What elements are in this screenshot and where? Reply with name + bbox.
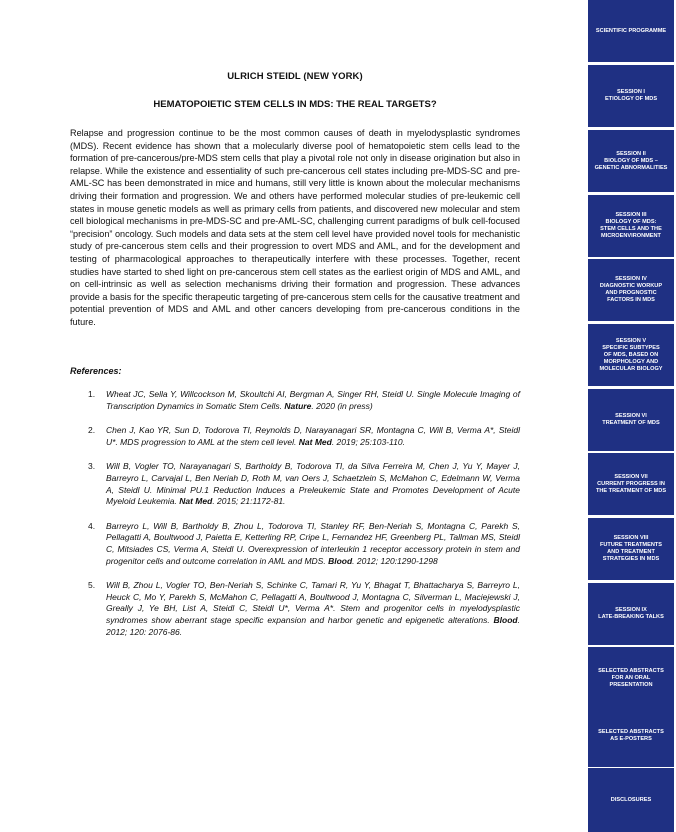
sidebar-item-label: DISCLOSURES [610,796,652,803]
reference-number: 3. [88,461,96,472]
references-heading: References: [70,366,122,376]
reference-text: Will B, Vogler TO, Narayanagari S, Bartholdy B, Todorova TI, da Silva Ferreira M, Chen J, Yu Y, Mayer J, Barreyro L, Carvajal L, Ben Neriah D, Roth M, van Oers J, Schaetzlein S, McMahon C, Edelmann W, Verma A, Steidl U. Minimal PU.1 Reduction Induces a Preleukemic State and Promotes Development of Acute Myeloid Leukemia. [106,461,520,507]
sidebar-item-label: SESSION VII CURRENT PROGRESS IN THE TREATMENT OF MDS [595,473,667,494]
reference-item [88,425,520,448]
reference-item [88,389,520,412]
sidebar-item-label: SESSION VI TREATMENT OF MDS [602,413,660,426]
sidebar-item-label: SESSION III BIOLOGY OF MDS: STEM CELLS AND THE MICROENVIRONMENT [600,212,662,239]
session-sidebar [588,0,674,832]
sidebar-item-session-2[interactable] [588,130,674,192]
sidebar-item-label: SCIENTIFIC PROGRAMME [595,27,667,34]
sidebar-item-disclosures[interactable] [588,768,674,832]
reference-text: Chen J, Kao YR, Sun D, Todorova TI, Reynolds D, Narayanagari SR, Montagna C, Will B, Verma A*, Steidl U*. MDS progression to AML at the stem cell level. [106,425,520,447]
reference-journal: Nat Med [298,436,332,447]
reference-journal: Nat Med [179,496,213,507]
sidebar-item-label: SESSION VIII FUTURE TREATMENTS AND TREATMENT STRATEGIES IN MDS [599,535,663,562]
reference-tail: . 2020 (in press) [311,400,373,411]
references-list [88,389,520,638]
sidebar-item-label: SESSION V SPECIFIC SUBTYPES OF MDS, BASED ON MORPHOLOGY AND MOLECULAR BIOLOGY [599,337,663,372]
reference-text: Barreyro L, Will B, Bartholdy B, Zhou L, Todorova TI, Stanley RF, Ben-Neriah S, Montagna C, Parekh S, Pellagatti A, Boultwood J, Paietta E, Ketterling RP, Cripe L, Fernandez HF, Greenberg PL, Tallman MS, Steidl C, Mitsiades CS, Verma A, Steidl U. Overexpression of interleukin 1 receptor accessory protein in stem and progenitor cells and outcome correlation in AML and MDS. [106,520,520,566]
reference-item [88,580,520,638]
reference-number: 1. [88,389,96,399]
reference-journal: Nature [284,400,312,411]
sidebar-item-label: SESSION I ETIOLOGY OF MDS [604,89,658,102]
reference-tail: . 2012; 120:1290-1298 [352,555,438,566]
reference-journal: Blood [493,614,518,625]
reference-number: 5. [88,580,96,591]
reference-item [88,461,520,507]
sidebar-item-label: SESSION II BIOLOGY OF MDS – GENETIC ABNORMALITIES [594,150,668,171]
author-heading: ULRICH STEIDL (NEW YORK) [227,71,363,82]
sidebar-item-session-1[interactable] [588,65,674,127]
reference-tail: . 2015; 21:1172-81. [212,496,286,507]
sidebar-item-oral-abstracts[interactable] [588,647,674,709]
reference-number: 2. [88,425,96,436]
sidebar-item-label: SELECTED ABSTRACTS FOR AN ORAL PRESENTATION [598,667,664,688]
reference-tail: . 2019; 25:103-110. [331,436,405,447]
reference-number: 4. [88,520,96,531]
sidebar-item-session-3[interactable] [588,195,674,257]
sidebar-item-scientific-programme[interactable] [588,0,674,62]
reference-text: Wheat JC, Sella Y, Willcockson M, Skoultchi AI, Bergman A, Singer RH, Steidl U. Single Molecule Imaging of Transcription Dynamics in Somatic Stem Cells. [106,389,520,411]
reference-journal: Blood [328,555,353,566]
sidebar-item-label: SESSION IV DIAGNOSTIC WORKUP AND PROGNOSTIC FACTORS IN MDS [599,276,663,303]
sidebar-item-session-7[interactable] [588,453,674,515]
sidebar-item-session-9[interactable] [588,583,674,645]
sidebar-item-label: SESSION IX LATE-BREAKING TALKS [598,607,664,620]
sidebar-item-session-5[interactable] [588,324,674,386]
sidebar-item-label: SELECTED ABSTRACTS AS E-POSTERS [598,729,664,742]
reference-text: Will B, Zhou L, Vogler TO, Ben-Neriah S, Schinke C, Tamari R, Yu Y, Bhagat T, Bhattacharya S, Barreyro L, Heuck C, Mo Y, Parekh S, McMahon C, Pellagatti A, Boultwood J, Montagna C, Silverman L, Maciejewski J, Greally J, Ye BH, List A, Steidl C, Steidl U*, Verma A*. Stem and progenitor cells in myelodysplastic syndromes show aberrant stage specific expansion and harbor genetic and epigenetic alterations. [106,580,520,625]
sidebar-item-e-posters[interactable] [588,705,674,767]
abstract-text: Relapse and progression continue to be the most common causes of death in myelodysplastic syndromes (MDS). Recent evidence has shown that a molecularly diverse pool of hematopoietic stem cells lead to the formation of pre-cancerous/pre-MDS stem cells that play a pivotal role not only in disease origination but also in relapse. While the existence and essentiality of such pre-cancerous cell states including pre-MDS-SC and pre-AML-SC has been demonstrated in mice and humans, still very little is known about the molecular mechanisms driving their formation and progression. We and others have performed molecular studies of pre-leukemic cell states in mouse genetic models as well as primary cells from patients, and discovered new molecular and stem cell biological mechanisms in pre-MDS-SC and pre-AML-SC, challenging current paradigms of bulk cell-focused “precision” oncology. Such models and data sets at the stem cell level have provided novel tools for mechanistic study of pre-cancerous stem cells and their progression to overt MDS and AML, and for the development and testing of pharmacological approaches to therapeutically interfere with these processes. Together, recent studies have started to shed light on pre-cancerous stem cell states as the earliest origin of MDS and AML, and on cell-intrinsic as well as selection mechanisms driving their formation and progression. These advances provide a basis for the specific therapeutic targeting of pre-cancerous stem cells for the causative treatment and potential prevention of MDS and AML and other cancers developing from pre-cancerous conditions in the future. [70,128,520,327]
sidebar-item-session-8[interactable] [588,518,674,580]
sidebar-item-session-4[interactable] [588,259,674,321]
reference-item [88,521,520,567]
sidebar-item-session-6[interactable] [588,389,674,451]
reference-tail: . 2012; 120: 2076-86. [106,614,520,637]
page-title: HEMATOPOIETIC STEM CELLS IN MDS: THE REAL TARGETS? [153,99,437,110]
